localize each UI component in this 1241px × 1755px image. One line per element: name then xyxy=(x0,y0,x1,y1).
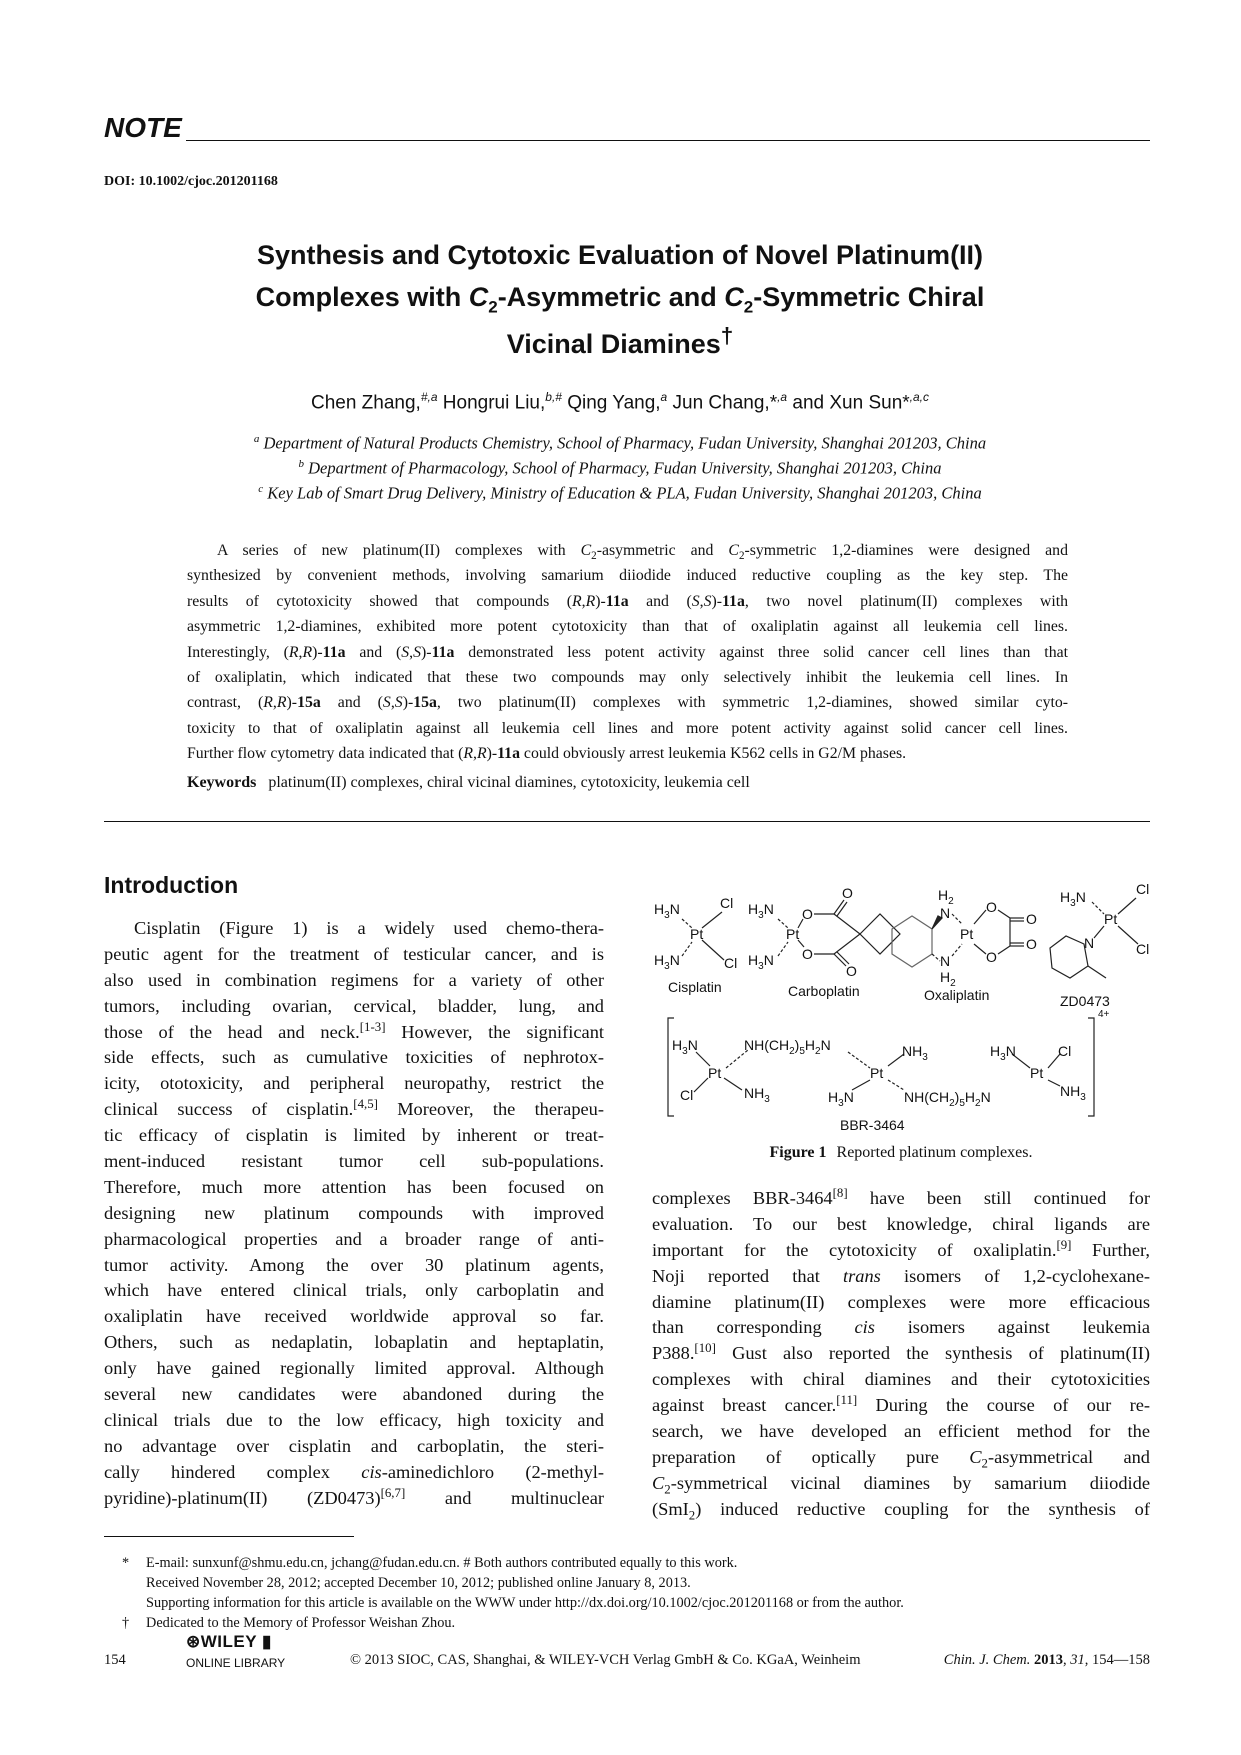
figure-1 xyxy=(652,874,1150,1133)
label-linker: $NH(CH_2)_5H_2N$ xyxy=(744,1037,831,1057)
text-line: Therefore, much more attention has been focused on xyxy=(104,1176,604,1197)
label-h2: $H_2$ xyxy=(940,969,956,989)
text-line: Further flow cytometry data indicated that (R,R)-11a could obviously arrest leukemia K562 cells in G2/M phases. xyxy=(187,745,907,763)
text-line: peutic agent for the treatment of testicular cancer, and is xyxy=(104,943,604,964)
footnote-text: Received November 28, 2012; accepted December 10, 2012; published online January 8, 2013. xyxy=(146,1575,691,1591)
text-line: asymmetric 1,2-diamines, exhibited more potent cytotoxicity than that of oxaliplatin against all leukemia cell lines. xyxy=(187,618,1068,636)
text-line: $C_2$-symmetrical vicinal diamines by samarium diiodide xyxy=(652,1472,1150,1497)
text-line: oxaliplatin have received worldwide approval so far. xyxy=(104,1306,604,1327)
label-h3n: $H_3N$ xyxy=(654,901,680,921)
header-rule xyxy=(186,140,1150,141)
label-nh3: $NH_3$ xyxy=(902,1043,928,1063)
label-pt: Pt xyxy=(786,926,800,942)
text-line: diamine platinum(II) complexes were more efficacious xyxy=(652,1291,1150,1312)
figure-label: Figure 1 xyxy=(769,1144,827,1161)
label-pt: Pt xyxy=(870,1065,884,1081)
keywords xyxy=(187,774,750,792)
text-line: (SmI$_2$) induced reductive coupling for the synthesis of xyxy=(652,1498,1150,1523)
section-heading: Introduction xyxy=(104,872,239,898)
label-h3n: $H_3N$ xyxy=(1060,889,1086,909)
abstract-rule xyxy=(104,821,1150,822)
compound-name-carboplatin: Carboplatin xyxy=(788,983,860,999)
text-line: cally hindered complex cis-aminedichloro (2-methyl- xyxy=(104,1461,604,1482)
label-pt: Pt xyxy=(708,1065,722,1081)
label-o: O xyxy=(1026,936,1037,952)
figure-caption-text: Reported platinum complexes. xyxy=(836,1144,1033,1161)
text-line: clinical trials due to the low efficacy, high toxicity and xyxy=(104,1409,604,1430)
text-line: designing new platinum compounds with improved xyxy=(104,1202,604,1223)
label-o: O xyxy=(1026,911,1037,927)
text-line: evaluation. To our best knowledge, chiral ligands are xyxy=(652,1213,1150,1234)
body-text-right xyxy=(652,1186,1150,1523)
text-line: than corresponding cis isomers against leukemia xyxy=(652,1317,1150,1338)
text-line: side effects, such as cumulative toxicities of nephrotox- xyxy=(104,1047,604,1068)
text-line: ment-induced resistant tumor cell sub-populations. xyxy=(104,1151,604,1172)
journal-citation: Chin. J. Chem. 2013, 31, 154—158 xyxy=(943,1652,1150,1668)
label-charge: 4+ xyxy=(1098,1009,1110,1020)
label-h3n: $H_3N$ xyxy=(748,952,774,972)
label-cl: Cl xyxy=(1136,881,1150,897)
label-cl: Cl xyxy=(680,1087,694,1103)
text-line: Noji reported that trans isomers of 1,2-cyclohexane- xyxy=(652,1265,1150,1286)
abstract xyxy=(187,538,1068,767)
text-line: pharmacological properties and a broader range of anti- xyxy=(104,1228,604,1249)
label-cl: Cl xyxy=(720,895,734,911)
compound-name-bbr3464: BBR-3464 xyxy=(840,1117,905,1133)
label-h3n: $H_3N$ xyxy=(654,952,680,972)
label-n: N xyxy=(940,953,951,969)
text-line: tumors, including ovarian, cervical, bladder, lung, and xyxy=(104,995,604,1016)
label-n: N xyxy=(1084,935,1095,951)
keywords-label: Keywords xyxy=(187,774,257,791)
text-line: of oxaliplatin, which indicated that these two compounds may only selectively inhibit the leukemia cell lines. In xyxy=(187,668,1068,686)
text-line: complexes BBR-3464[8] have been still continued for xyxy=(652,1185,1150,1208)
section-label: NOTE xyxy=(104,112,182,143)
footnote-text: Supporting information for this article is available on the WWW under http://dx.doi.org/10.1002/cjoc.201201168 or from the author. xyxy=(146,1595,904,1611)
affiliation: $^b$ Department of Pharmacology, School of Pharmacy, Fudan University, Shanghai 201203, China xyxy=(298,458,942,478)
text-line: pyridine)-platinum(II) (ZD0473)[6,7] and multinuclear xyxy=(104,1485,604,1508)
text-line: synthesized by convenient methods, involving samarium diiodide induced reductive coupling as the key step. The xyxy=(187,567,1068,585)
text-line: icity, ototoxicity, and peripheral neuropathy, restrict the xyxy=(104,1073,604,1094)
wiley-logo xyxy=(186,1632,272,1652)
footnote-mark: † xyxy=(122,1615,130,1631)
label-o: O xyxy=(846,963,857,979)
label-nh3: $NH_3$ xyxy=(1060,1083,1086,1103)
wiley-logo-sub: ONLINE LIBRARY xyxy=(186,1656,286,1670)
title-line: Vicinal Diamines† xyxy=(506,323,734,359)
text-line: against breast cancer.[11] During the course of our re- xyxy=(652,1393,1150,1416)
compound-name-oxaliplatin: Oxaliplatin xyxy=(924,987,990,1003)
footnote-rule xyxy=(104,1536,354,1537)
label-o: O xyxy=(842,885,853,901)
affiliation: $^c$ Key Lab of Smart Drug Delivery, Ministry of Education & PLA, Fudan University, Shanghai 201203, China xyxy=(258,483,982,503)
copyright: © 2013 SIOC, CAS, Shanghai, & WILEY-VCH Verlag GmbH & Co. KGaA, Weinheim xyxy=(350,1652,861,1668)
text-line: which have entered clinical trials, only carboplatin and xyxy=(104,1280,604,1301)
label-o: O xyxy=(986,949,997,965)
authors: Chen Zhang,$^{\#,a}$ Hongrui Liu,$^{b,\#}$ Qing Yang,$^a$ Jun Chang,*$^{,a}$ and Xun Sun*$^{,a,c}$ xyxy=(310,390,929,414)
label-n: N xyxy=(940,905,951,921)
text-line: Interestingly, (R,R)-11a and (S,S)-11a demonstrated less potent activity against three solid cancer cell lines than that xyxy=(187,643,1068,661)
affiliation: $^a$ Department of Natural Products Chemistry, School of Pharmacy, Fudan University, Shanghai 201203, China xyxy=(253,433,987,453)
text-line: clinical success of cisplatin.[4,5] Moreover, the therapeu- xyxy=(104,1097,604,1120)
keywords-text: platinum(II) complexes, chiral vicinal diamines, cytotoxicity, leukemia cell xyxy=(268,774,750,791)
wiley-seal-icon: ⊛ xyxy=(186,1632,201,1651)
text-line: those of the head and neck.[1-3] However, the significant xyxy=(104,1019,604,1042)
label-o: O xyxy=(802,906,813,922)
label-pt: Pt xyxy=(690,926,704,942)
text-line: tumor activity. Among the over 30 platinum agents, xyxy=(104,1254,604,1275)
footnote-text: E-mail: sunxunf@shmu.edu.cn, jchang@fudan.edu.cn. # Both authors contributed equally to this work. xyxy=(146,1555,738,1571)
library-books-icon: ▮ xyxy=(256,1632,272,1651)
label-cl: Cl xyxy=(724,955,738,971)
title-line: Synthesis and Cytotoxic Evaluation of Novel Platinum(II) xyxy=(256,240,984,270)
label-h3n: $H_3N$ xyxy=(990,1043,1016,1063)
label-o: O xyxy=(986,899,997,915)
text-line: P388.[10] Gust also reported the synthesis of platinum(II) xyxy=(652,1341,1150,1364)
label-h3n: $H_3N$ xyxy=(748,901,774,921)
text-line: Cisplatin (Figure 1) is a widely used chemo-thera- xyxy=(134,918,604,938)
label-pt: Pt xyxy=(1104,911,1118,927)
text-line: only have gained regionally limited approval. Although xyxy=(104,1358,604,1379)
figure-caption xyxy=(652,1144,1150,1162)
text-line: toxicity to that of oxaliplatin against all leukemia cell lines and more potent activity against solid cancer cell lines. xyxy=(187,719,1068,737)
text-line: no advantage over cisplatin and carboplatin, the steri- xyxy=(104,1435,604,1456)
label-cl: Cl xyxy=(1058,1043,1072,1059)
text-line: search, we have developed an efficient method for the xyxy=(652,1421,1150,1442)
doi: DOI: 10.1002/cjoc.201201168 xyxy=(104,174,278,189)
page-number: 154 xyxy=(104,1652,126,1668)
body-text-left xyxy=(104,916,604,1511)
text-line: preparation of optically pure $C_2$-asymmetrical and xyxy=(652,1446,1150,1471)
label-h2: $H_2$ xyxy=(938,887,954,907)
text-line: complexes with chiral diamines and their cytotoxicities xyxy=(652,1369,1150,1390)
footnote-mark: * xyxy=(122,1555,130,1571)
text-line: Others, such as nedaplatin, lobaplatin and heptaplatin, xyxy=(104,1332,604,1353)
wiley-logo-text: WILEY xyxy=(200,1632,257,1651)
text-line: several new candidates were abandoned during the xyxy=(104,1384,604,1405)
compound-name-cisplatin: Cisplatin xyxy=(668,979,722,995)
title-line: Complexes with $C_2$-Asymmetric and $C_2$-Symmetric Chiral xyxy=(255,282,985,317)
text-line: results of cytotoxicity showed that compounds (R,R)-11a and (S,S)-11a, two novel platinum(II) complexes with xyxy=(187,592,1069,610)
footnote-text: Dedicated to the Memory of Professor Weishan Zhou. xyxy=(146,1615,456,1631)
text-line: also used in combination regimens for a variety of other xyxy=(104,969,604,990)
label-o: O xyxy=(802,946,813,962)
label-cl: Cl xyxy=(1136,941,1150,957)
label-h3n: $H_3N$ xyxy=(672,1037,698,1057)
text-line: contrast, (R,R)-15a and (S,S)-15a, two platinum(II) complexes with symmetric 1,2-diamines, showed similar cyto- xyxy=(187,694,1069,712)
label-pt: Pt xyxy=(1030,1065,1044,1081)
label-h3n: $H_3N$ xyxy=(828,1089,854,1109)
text-line: important for the cytotoxicity of oxaliplatin.[9] Further, xyxy=(652,1237,1150,1260)
label-linker: $NH(CH_2)_5H_2N$ xyxy=(904,1089,991,1109)
label-pt: Pt xyxy=(960,926,974,942)
compound-name-zd0473: ZD0473 xyxy=(1060,993,1110,1009)
text-line: A series of new platinum(II) complexes with $C_2$-asymmetric and $C_2$-symmetric 1,2-diamines were designed and xyxy=(217,542,1068,563)
label-nh3: $NH_3$ xyxy=(744,1085,770,1105)
text-line: tic efficacy of cisplatin is limited by inherent or treat- xyxy=(104,1125,604,1146)
